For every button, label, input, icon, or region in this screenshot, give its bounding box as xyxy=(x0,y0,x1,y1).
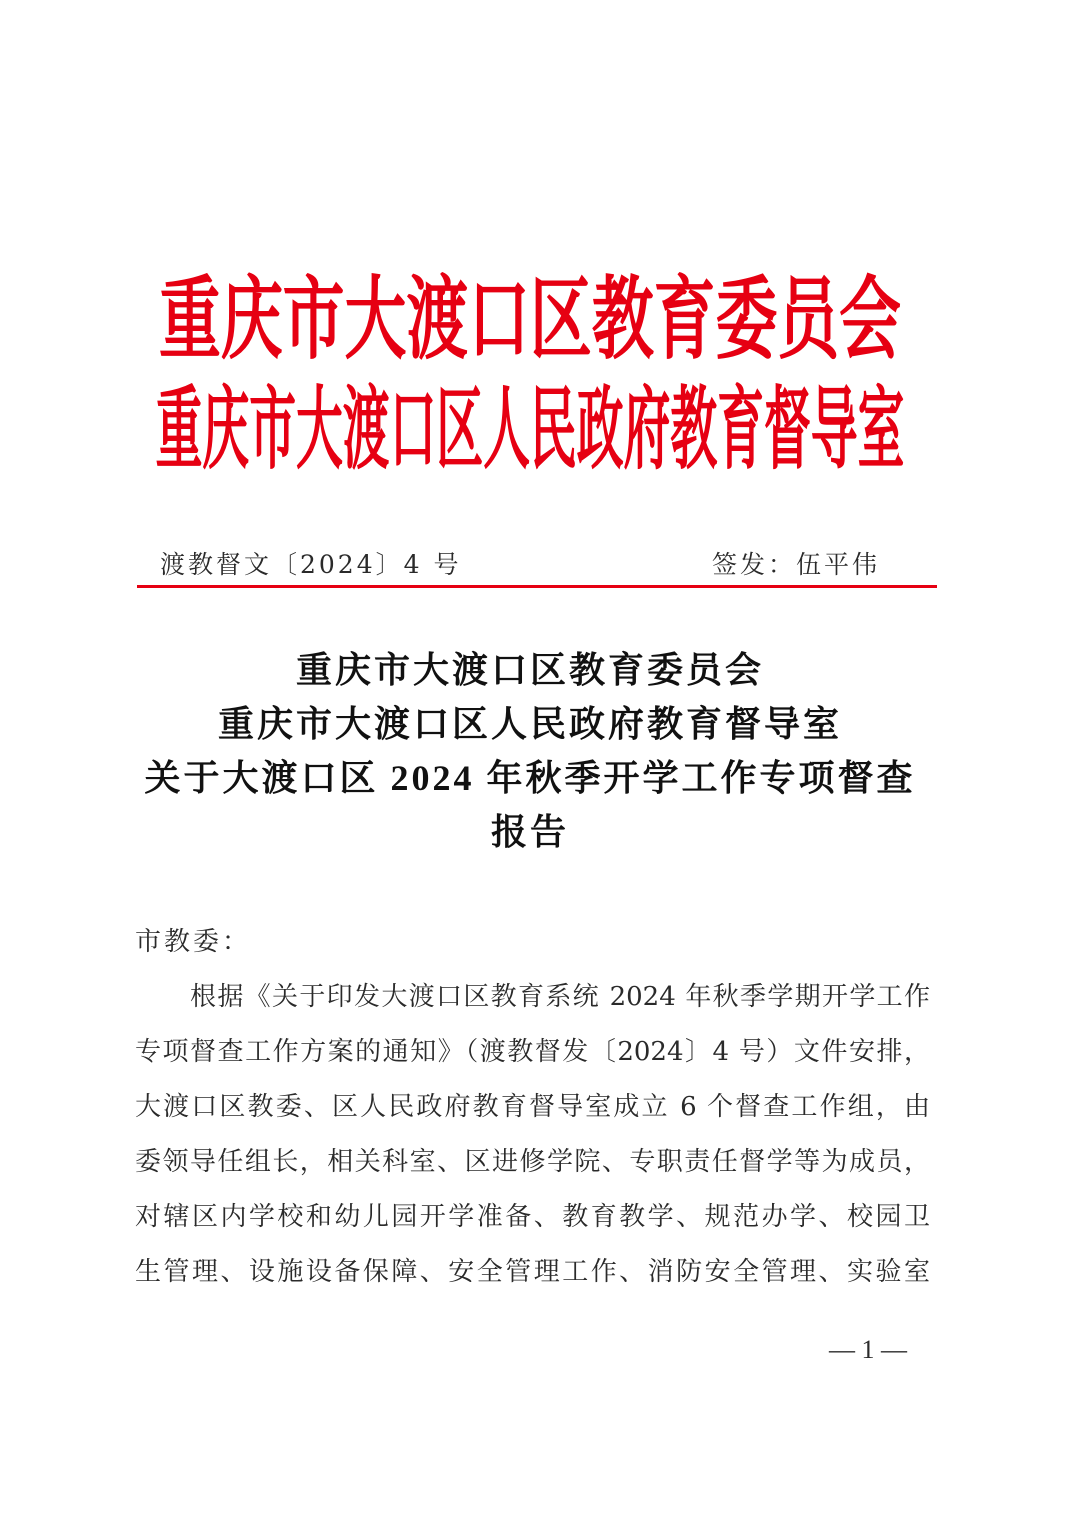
document-body xyxy=(135,915,930,1300)
body-text-line: 专项督查工作方案的通知》（渡教督发〔2024〕4 号）文件安排， xyxy=(135,1037,930,1067)
signer: 签发：伍平伟 xyxy=(711,550,880,579)
red-divider-line xyxy=(137,585,937,588)
body-text-line: 委领导任组长，相关科室、区进修学院、专职责任督学等为成员， xyxy=(135,1147,930,1177)
body-text-line: 对辖区内学校和幼儿园开学准备、教育教学、规范办学、校园卫 xyxy=(135,1202,930,1232)
title-line: 重庆市大渡口区教育委员会 xyxy=(295,650,764,690)
document-number: 渡教督文〔2024〕4 号 xyxy=(160,550,462,579)
body-text-line: 大渡口区教委、区人民政府教育督导室成立 6 个督查工作组，由 xyxy=(135,1092,930,1122)
page-number: — 1 — xyxy=(829,1335,907,1364)
salutation: 市教委： xyxy=(135,927,252,957)
document-title xyxy=(0,643,1060,859)
body-text-line: 根据《关于印发大渡口区教育系统 2024 年秋季学期开学工作 xyxy=(190,982,930,1012)
letterhead-line-education-supervision-office: 重庆市大渡口区人民政府教育督导室 xyxy=(155,381,905,480)
title-line: 重庆市大渡口区人民政府教育督导室 xyxy=(217,704,842,744)
letterhead-line-education-committee: 重庆市大渡口区教育委员会 xyxy=(159,271,901,370)
title-line: 报告 xyxy=(490,812,569,852)
title-line: 关于大渡口区 2024 年秋季开学工作专项督查 xyxy=(144,758,916,798)
body-text-line: 生管理、设施设备保障、安全管理工作、消防安全管理、实验室 xyxy=(135,1257,930,1287)
